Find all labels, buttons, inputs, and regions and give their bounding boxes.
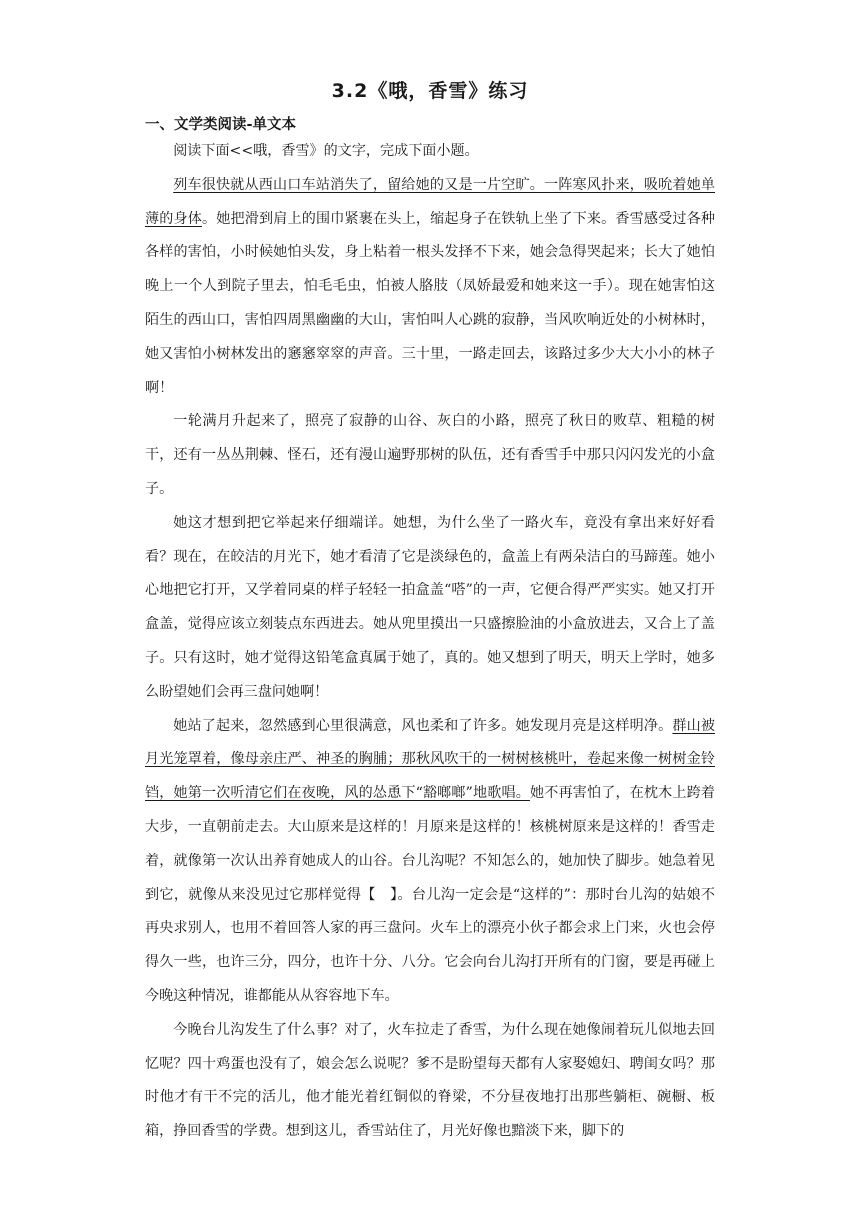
paragraph-4 xyxy=(145,710,715,1014)
page-title: 3.2《哦，香雪》练习 xyxy=(331,80,529,102)
paragraph-3: 她这才想到把它举起来仔细端详。她想，为什么坐了一路火车，竟没有拿出来好好看看？现在，在皎洁的月光下，她才看清了它是淡绿色的，盒盖上有两朵洁白的马蹄莲。她小心地把它打开，又学着同桌的样子轻轻一拍盒盖“嗒”的一声，它便合得严严实实。她又打开盒盖，觉得应该立刻装点东西进去。她从兜里摸出一只盛擦脸油的小盒放进去，又合上了盖子。只有这时，她才觉得这铅笔盒真属于她了，真的。她又想到了明天，明天上学时，她多么盼望她们会再三盘问她啊！ xyxy=(145,514,715,700)
paragraph-2: 一轮满月升起来了，照亮了寂静的山谷、灰白的小路，照亮了秋日的败草、粗糙的树干，还有一丛丛荆棘、怪石，还有漫山遍野那树的队伍，还有香雪手中那只闪闪发光的小盒子。 xyxy=(145,413,715,497)
passage-body xyxy=(145,135,715,1149)
underlined-sentence: 列车很快就从西山口车站消失了，留给她的又是一片空旷。一阵寒风扑来，吸吮着她单薄的身体 xyxy=(145,176,715,227)
underlined-sentence: 群山被月光笼罩着，像母亲庄严、神圣的胸脯；那秋风吹干的一树树核桃叶，卷起来像一树树金铃铛，她第一次听清它们在夜晚，风的怂恿下“豁啷啷”地歌唱。 xyxy=(145,717,716,802)
paragraph-text: 她不再害怕了，在枕木上跨着大步，一直朝前走去。大山原来是这样的！月原来是这样的！核桃树原来是这样的！香雪走着，就像第一次认出养育她成人的山谷。台儿沟呢？不知怎么的，她加快了脚步。她急着见到它，就像从来没见过它那样觉得【 】。台儿沟一定会是“这样的”：那时台儿沟的姑娘不再央求别人，也用不着回答人家的再三盘问。火车上的漂亮小伙子都会求上门来，火也会停得久一些，也许三分，四分，也许十分、八分。它会向台儿沟打开所有的门窗，要是再碰上今晚这种情况，谁都能从从容容地下车。 xyxy=(145,785,715,1004)
instruction-text: 阅读下面<<哦，香雪》的文字，完成下面小题。 xyxy=(173,143,479,159)
paragraph-1 xyxy=(145,169,715,406)
paragraph-5: 今晚台儿沟发生了什么事？对了，火车拉走了香雪，为什么现在她像闹着玩儿似地去回忆呢？四十鸡蛋也没有了，娘会怎么说呢？爹不是盼望每天都有人家娶媳妇、聘闺女吗？那时他才有干不完的活儿，他才能光着红铜似的脊梁，不分昼夜地打出那些躺柜、碗橱、板箱，挣回香雪的学费。想到这儿，香雪站住了，月光好像也黯淡下来，脚下的 xyxy=(145,1021,715,1140)
paragraph-text: 她站了起来，忽然感到心里很满意，风也柔和了许多。她发现月亮是这样明净。 xyxy=(173,717,673,734)
section-heading: 一、文学类阅读-单文本 xyxy=(145,117,297,133)
paragraph-text: 。她把滑到肩上的围巾紧裹在头上，缩起身子在铁轨上坐了下来。香雪感受过各种各样的害怕，小时候她怕头发，身上粘着一根头发择不下来，她会急得哭起来；长大了她怕晚上一个人到院子里去，怕毛毛虫，怕被人胳肢（凤娇最爱和她来这一手）。现在她害怕这陌生的西山口，害怕四周黑幽幽的大山，害怕叫人心跳的寂静，当风吹响近处的小树林时，她又害怕小树林发出的窸窸窣窣的声音。三十里，一路走回去，该路过多少大大小小的林子啊！ xyxy=(145,210,715,396)
